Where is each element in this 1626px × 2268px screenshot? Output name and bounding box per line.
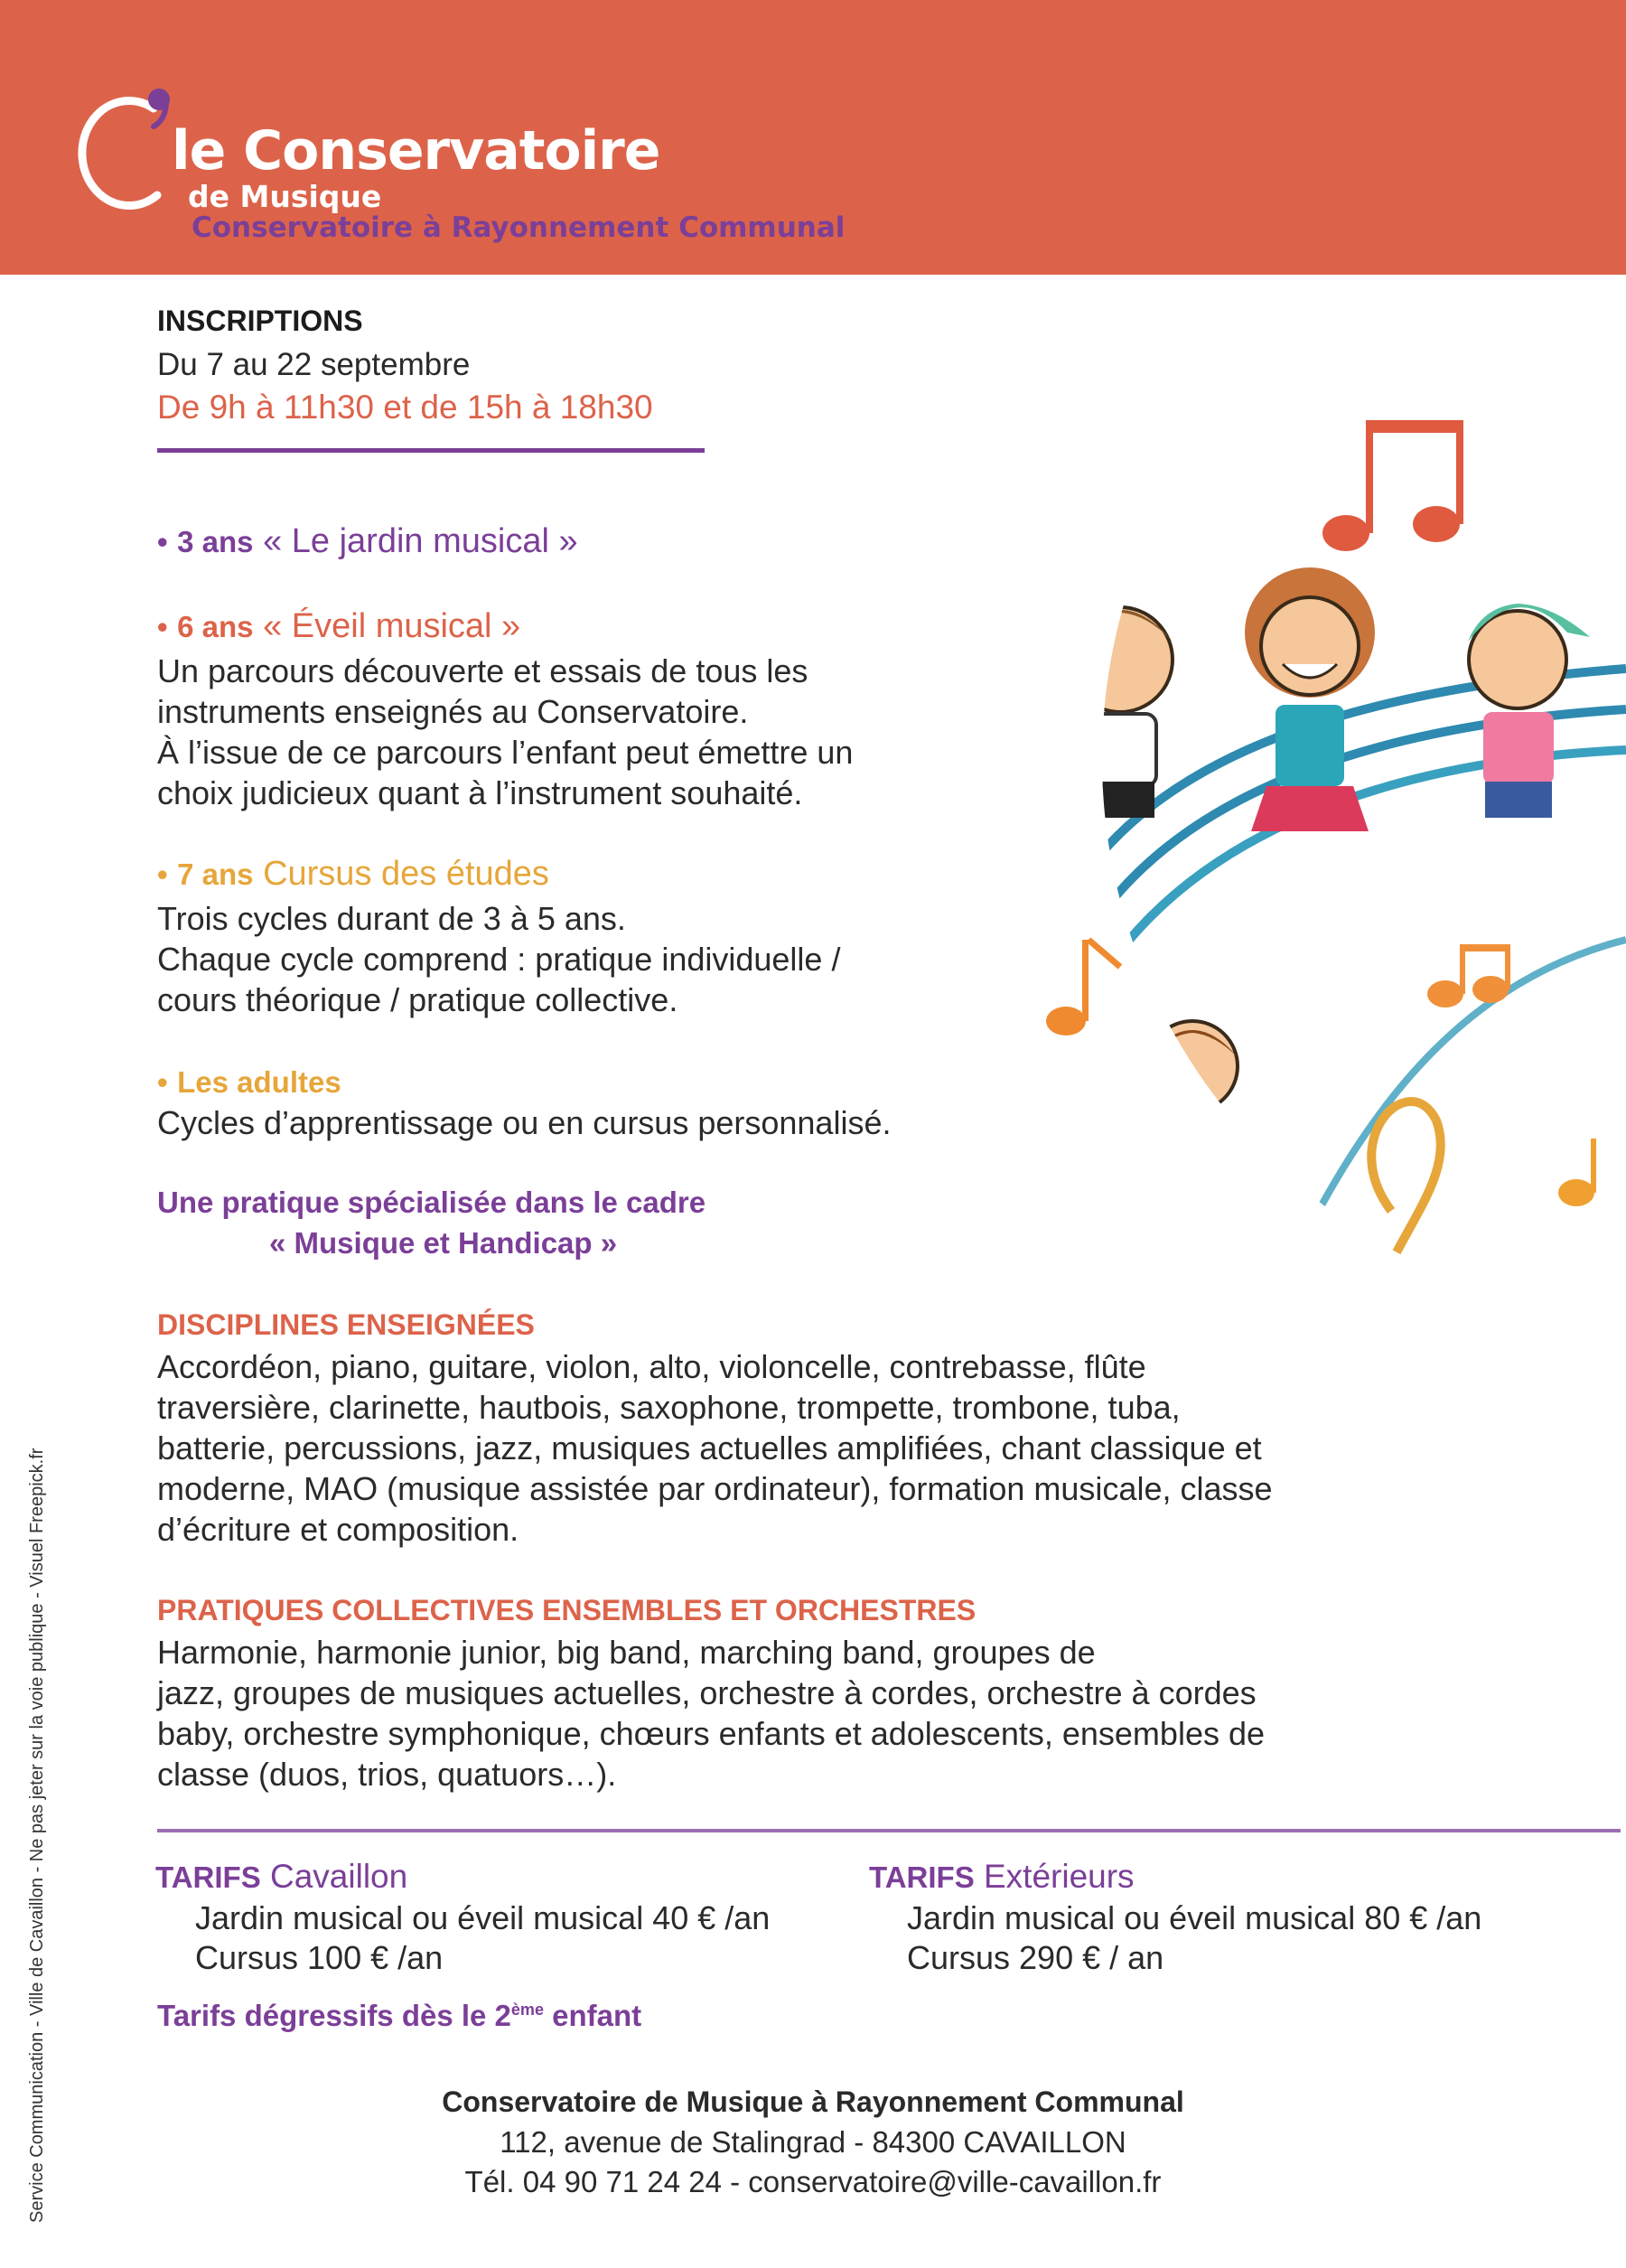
tarifs-cavaillon-line: Cursus 100 € /an: [195, 1939, 444, 1976]
disciplines-list: Accordéon, piano, guitare, violon, alto, violoncelle, contrebasse, flûte traversière, clarinette, hautbois, saxophone, trompette, trombone, tuba, batterie, percussions, jazz, musiques actuelles amplifiées, chant classique et moderne, MAO (musique assistée par ordinateur), formation musicale, classe d’écriture et composition.: [157, 1348, 1273, 1548]
tarifs-exterieurs-line: Cursus 290 € / an: [907, 1939, 1164, 1976]
logo-subtitle: de Musique: [188, 179, 382, 214]
special-line-1: Une pratique spécialisée dans le cadre: [157, 1186, 706, 1219]
footer-address: 112, avenue de Stalingrad - 84300 CAVAILLON: [500, 2125, 1126, 2159]
tarifs-cavaillon-line: Jardin musical ou éveil musical 40 € /an: [195, 1899, 771, 1936]
header-band: [0, 0, 1626, 275]
tarifs-cavaillon-heading: TARIFS Cavaillon: [155, 1858, 408, 1895]
divider: [157, 1829, 1621, 1832]
inscriptions-dates: Du 7 au 22 septembre: [157, 347, 471, 382]
side-credit: Service Communication - Ville de Cavaillon - Ne pas jeter sur la voie publique - Visuel Freepick.fr: [27, 1448, 47, 2223]
inscriptions-hours: De 9h à 11h30 et de 15h à 18h30: [157, 389, 653, 426]
inscriptions-title: INSCRIPTIONS: [157, 305, 363, 337]
tarifs-exterieurs-line: Jardin musical ou éveil musical 80 € /an: [907, 1899, 1482, 1936]
program-heading: • 3 ans « Le jardin musical »: [157, 522, 578, 560]
footer-contact: Tél. 04 90 71 24 24 - conservatoire@ville-cavaillon.fr: [464, 2165, 1162, 2198]
footer-name: Conservatoire de Musique à Rayonnement Communal: [442, 2085, 1184, 2118]
special-line-2: « Musique et Handicap »: [269, 1226, 618, 1260]
program-description: Un parcours découverte et essais de tous les instruments enseignés au Conservatoire. À l’issue de ce parcours l’enfant peut émettre un choix judicieux quant à l’instrument souhaité.: [157, 652, 854, 811]
logo-title: le Conservatoire: [172, 119, 660, 183]
logo-tagline: Conservatoire à Rayonnement Communal: [192, 211, 846, 244]
child-figure: [1068, 607, 1173, 818]
child-figure: [1129, 1021, 1238, 1242]
program-heading: • 7 ans Cursus des études: [157, 855, 549, 893]
disciplines-title: DISCIPLINES ENSEIGNÉES: [157, 1308, 535, 1341]
tarifs-exterieurs-heading: TARIFS Extérieurs: [869, 1858, 1135, 1895]
tarifs-degressifs: Tarifs dégressifs dès le 2ème enfant: [157, 1999, 642, 2032]
music-children-illustration: [1012, 398, 1626, 1843]
divider: [157, 448, 705, 453]
collectives-list: Harmonie, harmonie junior, big band, marching band, groupes de jazz, groupes de musiques actuelles, orchestre à cordes, orchestre à cordes baby, orchestre symphonique, chœurs enfants et adolescents, ensembles de classe (duos, trios, quatuors…).: [157, 1634, 1266, 1793]
program-heading: • Les adultes: [157, 1065, 341, 1099]
program-description: Cycles d’apprentissage ou en cursus personnalisé.: [157, 1104, 892, 1141]
program-heading: • 6 ans « Éveil musical »: [157, 607, 521, 645]
program-description: Trois cycles durant de 3 à 5 ans. Chaque cycle comprend : pratique individuelle / cours théorique / pratique collective.: [157, 900, 841, 1018]
logo-c-icon: [70, 80, 177, 215]
collectives-title: PRATIQUES COLLECTIVES ENSEMBLES ET ORCHESTRES: [157, 1594, 977, 1626]
